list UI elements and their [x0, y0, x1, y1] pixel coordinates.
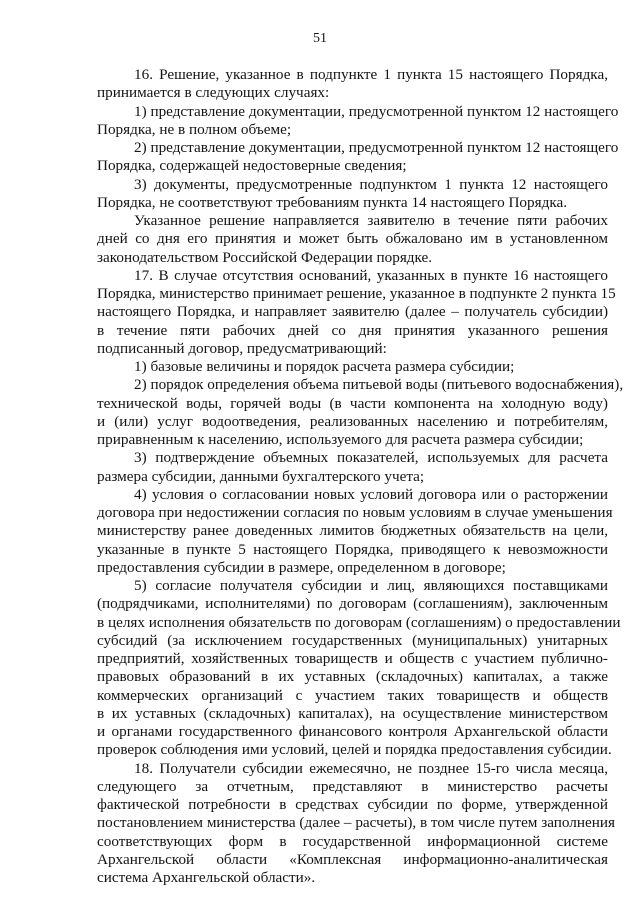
- text-line: в целях исполнения обязательств по договорам (соглашениям) о предоставлении: [97, 613, 621, 631]
- text-line: законодательством Российской Федерации порядке.: [97, 248, 433, 266]
- text-line: 2) порядок определения объема питьевой воды (питьевого водоснабжения),: [134, 376, 624, 394]
- text-line: Указанное решение направляется заявителю в течение пяти рабочих: [134, 212, 608, 229]
- text-line: Порядка, министерство принимает решение, указанное в подпункте 2 пункта 15: [97, 285, 616, 302]
- text-line: предприятий, хозяйственных товариществ и обществ с участием публично-: [97, 650, 608, 667]
- text-line: фактической потребности в средствах субсидии по форме, утвержденной: [97, 796, 608, 813]
- text-line: коммерческих организаций с участием таких товариществ и обществ: [97, 686, 608, 704]
- text-line: министерству ранее доведенных лимитов бюджетных обязательств на цели,: [97, 522, 608, 540]
- text-line: предоставления субсидии в размере, определенном в договоре;: [97, 558, 506, 576]
- text-line: 5) согласие получателя субсидии и лиц, являющихся поставщиками: [134, 577, 608, 594]
- text-line: 1) базовые величины и порядок расчета размера субсидии;: [134, 358, 515, 375]
- text-line: 2) представление документации, предусмотренной пунктом 12 настоящего: [134, 139, 619, 156]
- text-line: приравненным к населению, используемого для расчета размера субсидии;: [97, 431, 584, 448]
- text-line: в течение пяти рабочих дней со дня принятия указанного решения: [97, 321, 608, 339]
- text-line: технической воды, горячей воды (в части компонента на холодную воду): [97, 394, 608, 412]
- text-line: Порядка, не соответствуют требованиям пункта 14 настоящего Порядка.: [97, 193, 568, 211]
- text-line: проверок соблюдения ими условий, целей и порядка предоставления субсидии.: [97, 741, 612, 759]
- text-line: принимается в следующих случаях:: [97, 84, 330, 102]
- document-body: [97, 66, 624, 887]
- text-line: субсидий (за исключением государственных (муниципальных) унитарных: [97, 631, 608, 649]
- text-line: и (или) услуг водоотведения, реализованных населению и потребителям,: [97, 412, 608, 430]
- text-line: (подрядчиками, исполнителями) по договорам (соглашениям), заключенным: [97, 595, 608, 613]
- text-line: настоящего Порядка, и направляет заявителю (далее – получатель субсидии): [97, 303, 608, 321]
- text-line: размера субсидии, данными бухгалтерского учета;: [97, 467, 425, 485]
- text-line: система Архангельской области».: [97, 869, 316, 886]
- text-line: Порядка, содержащей недостоверные сведения;: [97, 157, 407, 175]
- text-line: 16. Решение, указанное в подпункте 1 пункта 15 настоящего Порядка,: [134, 66, 608, 83]
- text-line: 17. В случае отсутствия оснований, указанных в пункте 16 настоящего: [134, 266, 608, 284]
- text-line: и органами государственного финансового контроля Архангельской области: [97, 723, 608, 740]
- text-line: соответствующих форм в государственной информационной системе: [97, 832, 608, 850]
- text-line: в их уставных (складочных) капиталах), на осуществление министерством: [97, 704, 608, 722]
- text-line: 18. Получатели субсидии ежемесячно, не позднее 15-го числа месяца,: [134, 759, 608, 777]
- text-line: договора при недостижении согласия по новым условиям в случае уменьшения: [97, 504, 613, 521]
- text-line: 3) документы, предусмотренные подпунктом 1 пункта 12 настоящего: [134, 175, 608, 193]
- text-line: следующего за отчетным, представляют в министерство расчеты: [97, 777, 608, 795]
- page-number: 51: [313, 31, 327, 46]
- text-line: дней со дня его принятия и может быть обжаловано им в установленном: [97, 230, 608, 248]
- text-line: подписанный договор, предусматривающий:: [97, 339, 387, 357]
- text-line: правовых образований в их уставных (складочных) капиталах, а также: [97, 668, 608, 686]
- text-line: 1) представление документации, предусмотренной пунктом 12 настоящего: [134, 102, 619, 120]
- text-line: постановлением министерства (далее – расчеты), в том числе путем заполнения: [97, 814, 615, 832]
- text-line: 3) подтверждение объемных показателей, используемых для расчета: [134, 449, 608, 467]
- text-line: Порядка, не в полном объеме;: [97, 120, 292, 138]
- text-line: Архангельской области «Комплексная информационно-аналитическая: [97, 850, 608, 868]
- text-line: 4) условия о согласовании новых условий договора или о расторжении: [134, 485, 608, 503]
- text-line: указанные в пункте 5 настоящего Порядка, приводящего к невозможности: [97, 540, 608, 558]
